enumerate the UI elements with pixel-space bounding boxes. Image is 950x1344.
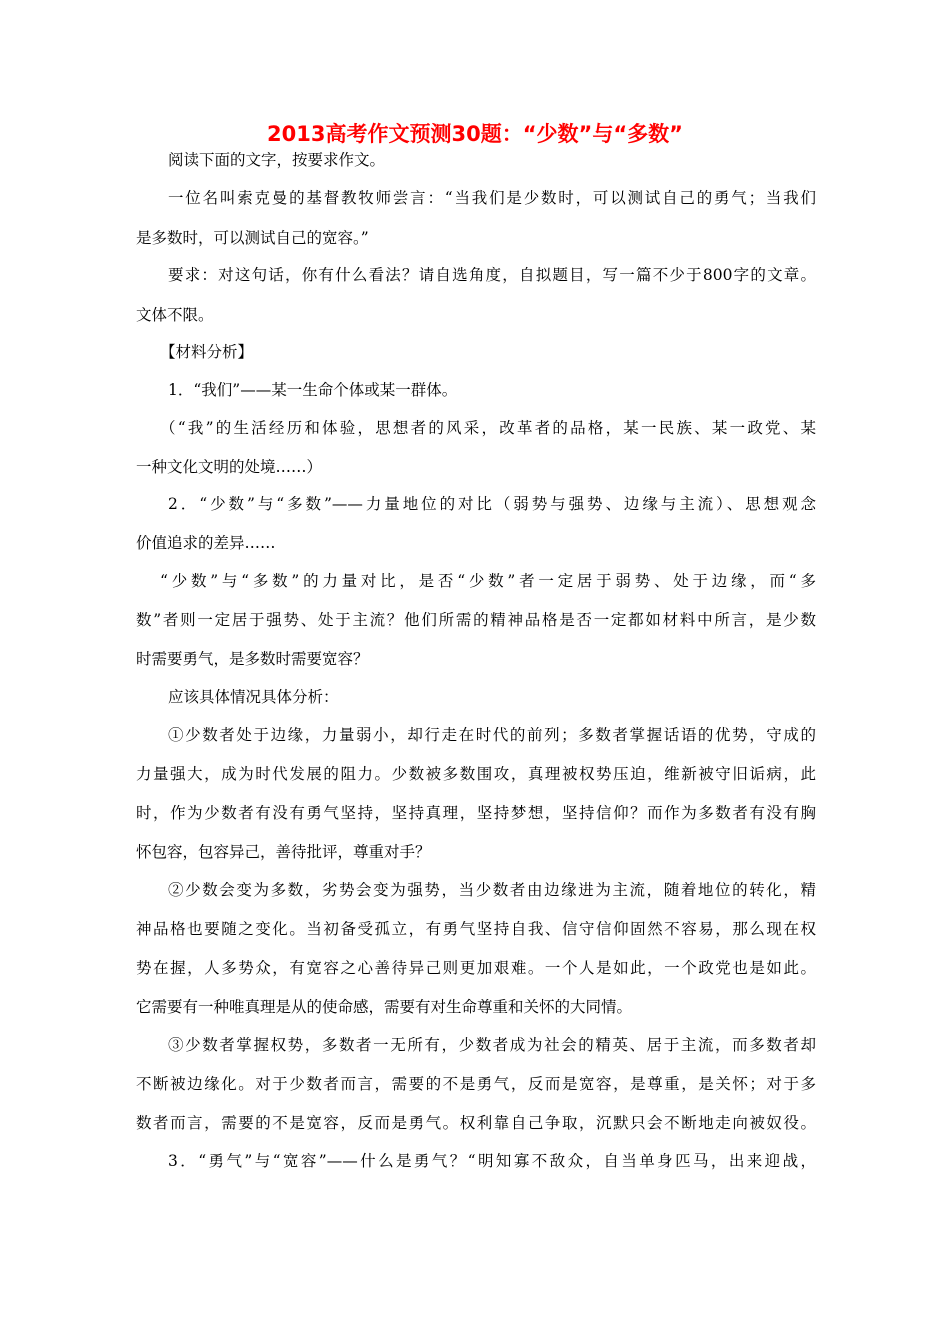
document-title: 2013高考作文预测30题：“少数”与“多数”: [267, 122, 683, 146]
paragraph-line: 势在握，人多势众，有宽容之心善待异己则更加艰难。一个人是如此，一个政党也是如此。: [136, 959, 816, 977]
paragraph-line: 一种文化文明的处境……）: [136, 458, 323, 476]
paragraph-line: 时，作为少数者有没有勇气坚持，坚持真理，坚持梦想，坚持信仰？而作为多数者有没有胸: [136, 804, 816, 822]
paragraph-line: 力量强大，成为时代发展的阻力。少数被多数围攻，真理被权势压迫，维新被守旧诟病，此: [136, 765, 816, 783]
paragraph-line: 神品格也要随之变化。当初备受孤立，有勇气坚持自我、信守信仰固然不容易，那么现在权: [136, 920, 816, 938]
paragraph-line: “少数”与“多数”的力量对比，是否“少数”者一定居于弱势、处于边缘，而“多: [160, 572, 816, 590]
paragraph-line: 它需要有一种唯真理是从的使命感，需要有对生命尊重和关怀的大同情。: [136, 998, 633, 1016]
section-heading: 【材料分析】: [160, 343, 254, 361]
paragraph-line: 价值追求的差异……: [136, 534, 276, 552]
paragraph-line: 一位名叫索克曼的基督教牧师尝言：“当我们是少数时，可以测试自己的勇气；当我们: [168, 189, 816, 207]
paragraph-line: 2．“少数”与“多数”——力量地位的对比（弱势与强势、边缘与主流）、思想观念: [168, 495, 816, 513]
paragraph-line: 是多数时，可以测试自己的宽容。”: [136, 229, 369, 247]
paragraph-line: 怀包容，包容异己，善待批评，尊重对手？: [136, 843, 431, 861]
paragraph-line: 要求：对这句话，你有什么看法？请自选角度，自拟题目，写一篇不少于800字的文章。: [168, 266, 816, 284]
paragraph-line: （“我”的生活经历和体验，思想者的风采，改革者的品格，某一民族、某一政党、某: [160, 419, 816, 437]
paragraph-line: 数者而言，需要的不是宽容，反而是勇气。权利靠自己争取，沉默只会不断地走向被奴役。: [136, 1114, 816, 1132]
paragraph-line: ①少数者处于边缘，力量弱小，却行走在时代的前列；多数者掌握话语的优势，守成的: [168, 726, 816, 744]
paragraph-line: 阅读下面的文字，按要求作文。: [168, 151, 386, 169]
paragraph-line: ③少数者掌握权势，多数者一无所有，少数者成为社会的精英、居于主流，而多数者却: [168, 1036, 816, 1054]
paragraph-line: ②少数会变为多数，劣势会变为强势，当少数者由边缘进为主流，随着地位的转化，精: [168, 881, 816, 899]
paragraph-line: 1．“我们”——某一生命个体或某一群体。: [168, 381, 458, 399]
paragraph-line: 数”者则一定居于强势、处于主流？他们所需的精神品格是否一定都如材料中所言，是少数: [136, 611, 816, 629]
paragraph-line: 应该具体情况具体分析：: [168, 688, 339, 706]
paragraph-line: 3．“勇气”与“宽容”——什么是勇气？“明知寡不敌众，自当单身匹马，出来迎战，: [168, 1152, 816, 1170]
paragraph-line: 时需要勇气，是多数时需要宽容？: [136, 650, 369, 668]
paragraph-line: 不断被边缘化。对于少数者而言，需要的不是勇气，反而是宽容，是尊重，是关怀；对于多: [136, 1075, 816, 1093]
paragraph-line: 文体不限。: [136, 306, 214, 324]
